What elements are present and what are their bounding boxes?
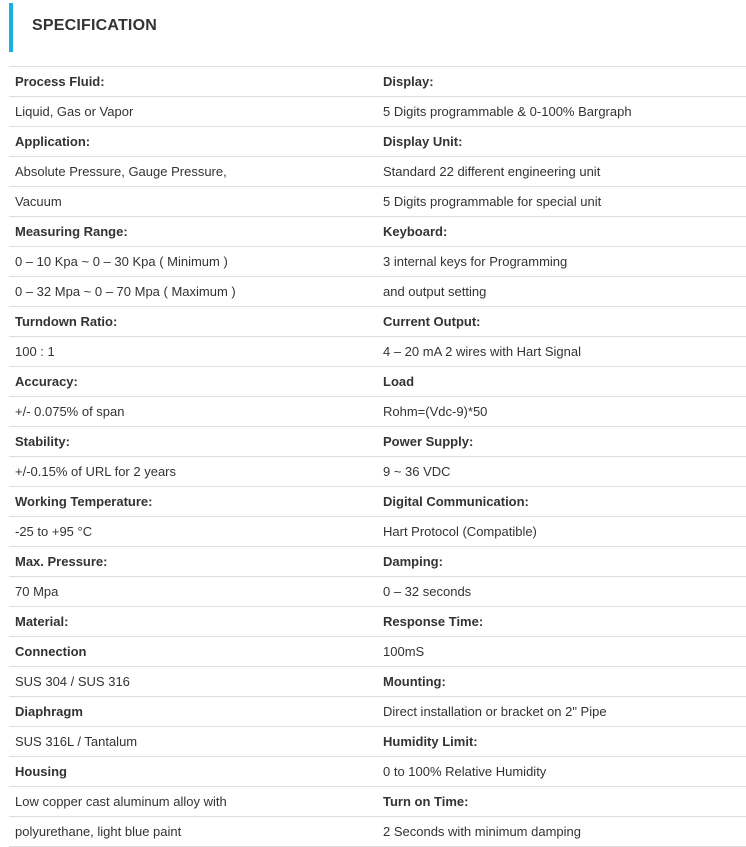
table-row	[9, 247, 746, 277]
spec-label-right: Load	[377, 367, 746, 397]
spec-label-right: Display Unit:	[377, 127, 746, 157]
spec-value-left: polyurethane, light blue paint	[9, 817, 377, 847]
table-row	[9, 277, 746, 307]
table-row	[9, 727, 746, 757]
table-row	[9, 427, 746, 457]
table-row	[9, 517, 746, 547]
spec-value-right: 100mS	[377, 637, 746, 667]
spec-value-left: 100 : 1	[9, 337, 377, 367]
spec-value-right: and output setting	[377, 277, 746, 307]
spec-value-right: 5 Digits programmable & 0-100% Bargraph	[377, 97, 746, 127]
spec-label-right: Response Time:	[377, 607, 746, 637]
table-row	[9, 607, 746, 637]
spec-value-right: Hart Protocol (Compatible)	[377, 517, 746, 547]
table-row	[9, 817, 746, 847]
spec-value-left: Liquid, Gas or Vapor	[9, 97, 377, 127]
table-row	[9, 97, 746, 127]
table-row	[9, 457, 746, 487]
spec-value-left: Low copper cast aluminum alloy with	[9, 787, 377, 817]
spec-label-left: Application:	[9, 127, 377, 157]
table-row	[9, 577, 746, 607]
spec-value-left: +/- 0.075% of span	[9, 397, 377, 427]
table-row	[9, 757, 746, 787]
spec-label-left: Accuracy:	[9, 367, 377, 397]
spec-label-left: Diaphragm	[9, 697, 377, 727]
spec-label-left: Housing	[9, 757, 377, 787]
spec-value-right: 9 ~ 36 VDC	[377, 457, 746, 487]
table-row	[9, 637, 746, 667]
spec-value-right: 0 – 32 seconds	[377, 577, 746, 607]
table-row	[9, 397, 746, 427]
spec-label-right: Power Supply:	[377, 427, 746, 457]
spec-label-right: Turn on Time:	[377, 787, 746, 817]
table-row	[9, 367, 746, 397]
table-row	[9, 157, 746, 187]
section-header	[9, 3, 746, 52]
specification-table-body	[9, 67, 746, 847]
spec-value-right: Standard 22 different engineering unit	[377, 157, 746, 187]
spec-value-left: SUS 316L / Tantalum	[9, 727, 377, 757]
spec-label-left: Connection	[9, 637, 377, 667]
table-row	[9, 217, 746, 247]
table-row	[9, 127, 746, 157]
spec-value-right: 4 – 20 mA 2 wires with Hart Signal	[377, 337, 746, 367]
table-row	[9, 697, 746, 727]
spec-label-left: Working Temperature:	[9, 487, 377, 517]
spec-value-left: 70 Mpa	[9, 577, 377, 607]
table-row	[9, 307, 746, 337]
spec-label-left: Turndown Ratio:	[9, 307, 377, 337]
spec-value-right: Direct installation or bracket on 2" Pipe	[377, 697, 746, 727]
spec-label-left: Stability:	[9, 427, 377, 457]
spec-value-left: 0 – 32 Mpa ~ 0 – 70 Mpa ( Maximum )	[9, 277, 377, 307]
spec-label-right: Display:	[377, 67, 746, 97]
spec-label-left: Material:	[9, 607, 377, 637]
table-row	[9, 67, 746, 97]
table-row	[9, 787, 746, 817]
spec-value-left: Absolute Pressure, Gauge Pressure,	[9, 157, 377, 187]
specification-table	[9, 66, 746, 847]
spec-label-right: Humidity Limit:	[377, 727, 746, 757]
spec-value-left: 0 – 10 Kpa ~ 0 – 30 Kpa ( Minimum )	[9, 247, 377, 277]
spec-value-left: -25 to +95 °C	[9, 517, 377, 547]
spec-value-left: +/-0.15% of URL for 2 years	[9, 457, 377, 487]
spec-label-right: Damping:	[377, 547, 746, 577]
spec-value-right: Rohm=(Vdc-9)*50	[377, 397, 746, 427]
spec-value-right: 2 Seconds with minimum damping	[377, 817, 746, 847]
spec-value-left: SUS 304 / SUS 316	[9, 667, 377, 697]
spec-label-left: Max. Pressure:	[9, 547, 377, 577]
spec-label-right: Current Output:	[377, 307, 746, 337]
spec-value-right: 0 to 100% Relative Humidity	[377, 757, 746, 787]
spec-label-left: Process Fluid:	[9, 67, 377, 97]
spec-label-right: Mounting:	[377, 667, 746, 697]
spec-value-right: 5 Digits programmable for special unit	[377, 187, 746, 217]
table-row	[9, 547, 746, 577]
table-row	[9, 487, 746, 517]
section-title: SPECIFICATION	[32, 17, 157, 34]
table-row	[9, 187, 746, 217]
spec-label-left: Measuring Range:	[9, 217, 377, 247]
spec-value-right: 3 internal keys for Programming	[377, 247, 746, 277]
table-row	[9, 337, 746, 367]
spec-value-left: Vacuum	[9, 187, 377, 217]
spec-label-right: Digital Communication:	[377, 487, 746, 517]
table-row	[9, 667, 746, 697]
spec-label-right: Keyboard:	[377, 217, 746, 247]
